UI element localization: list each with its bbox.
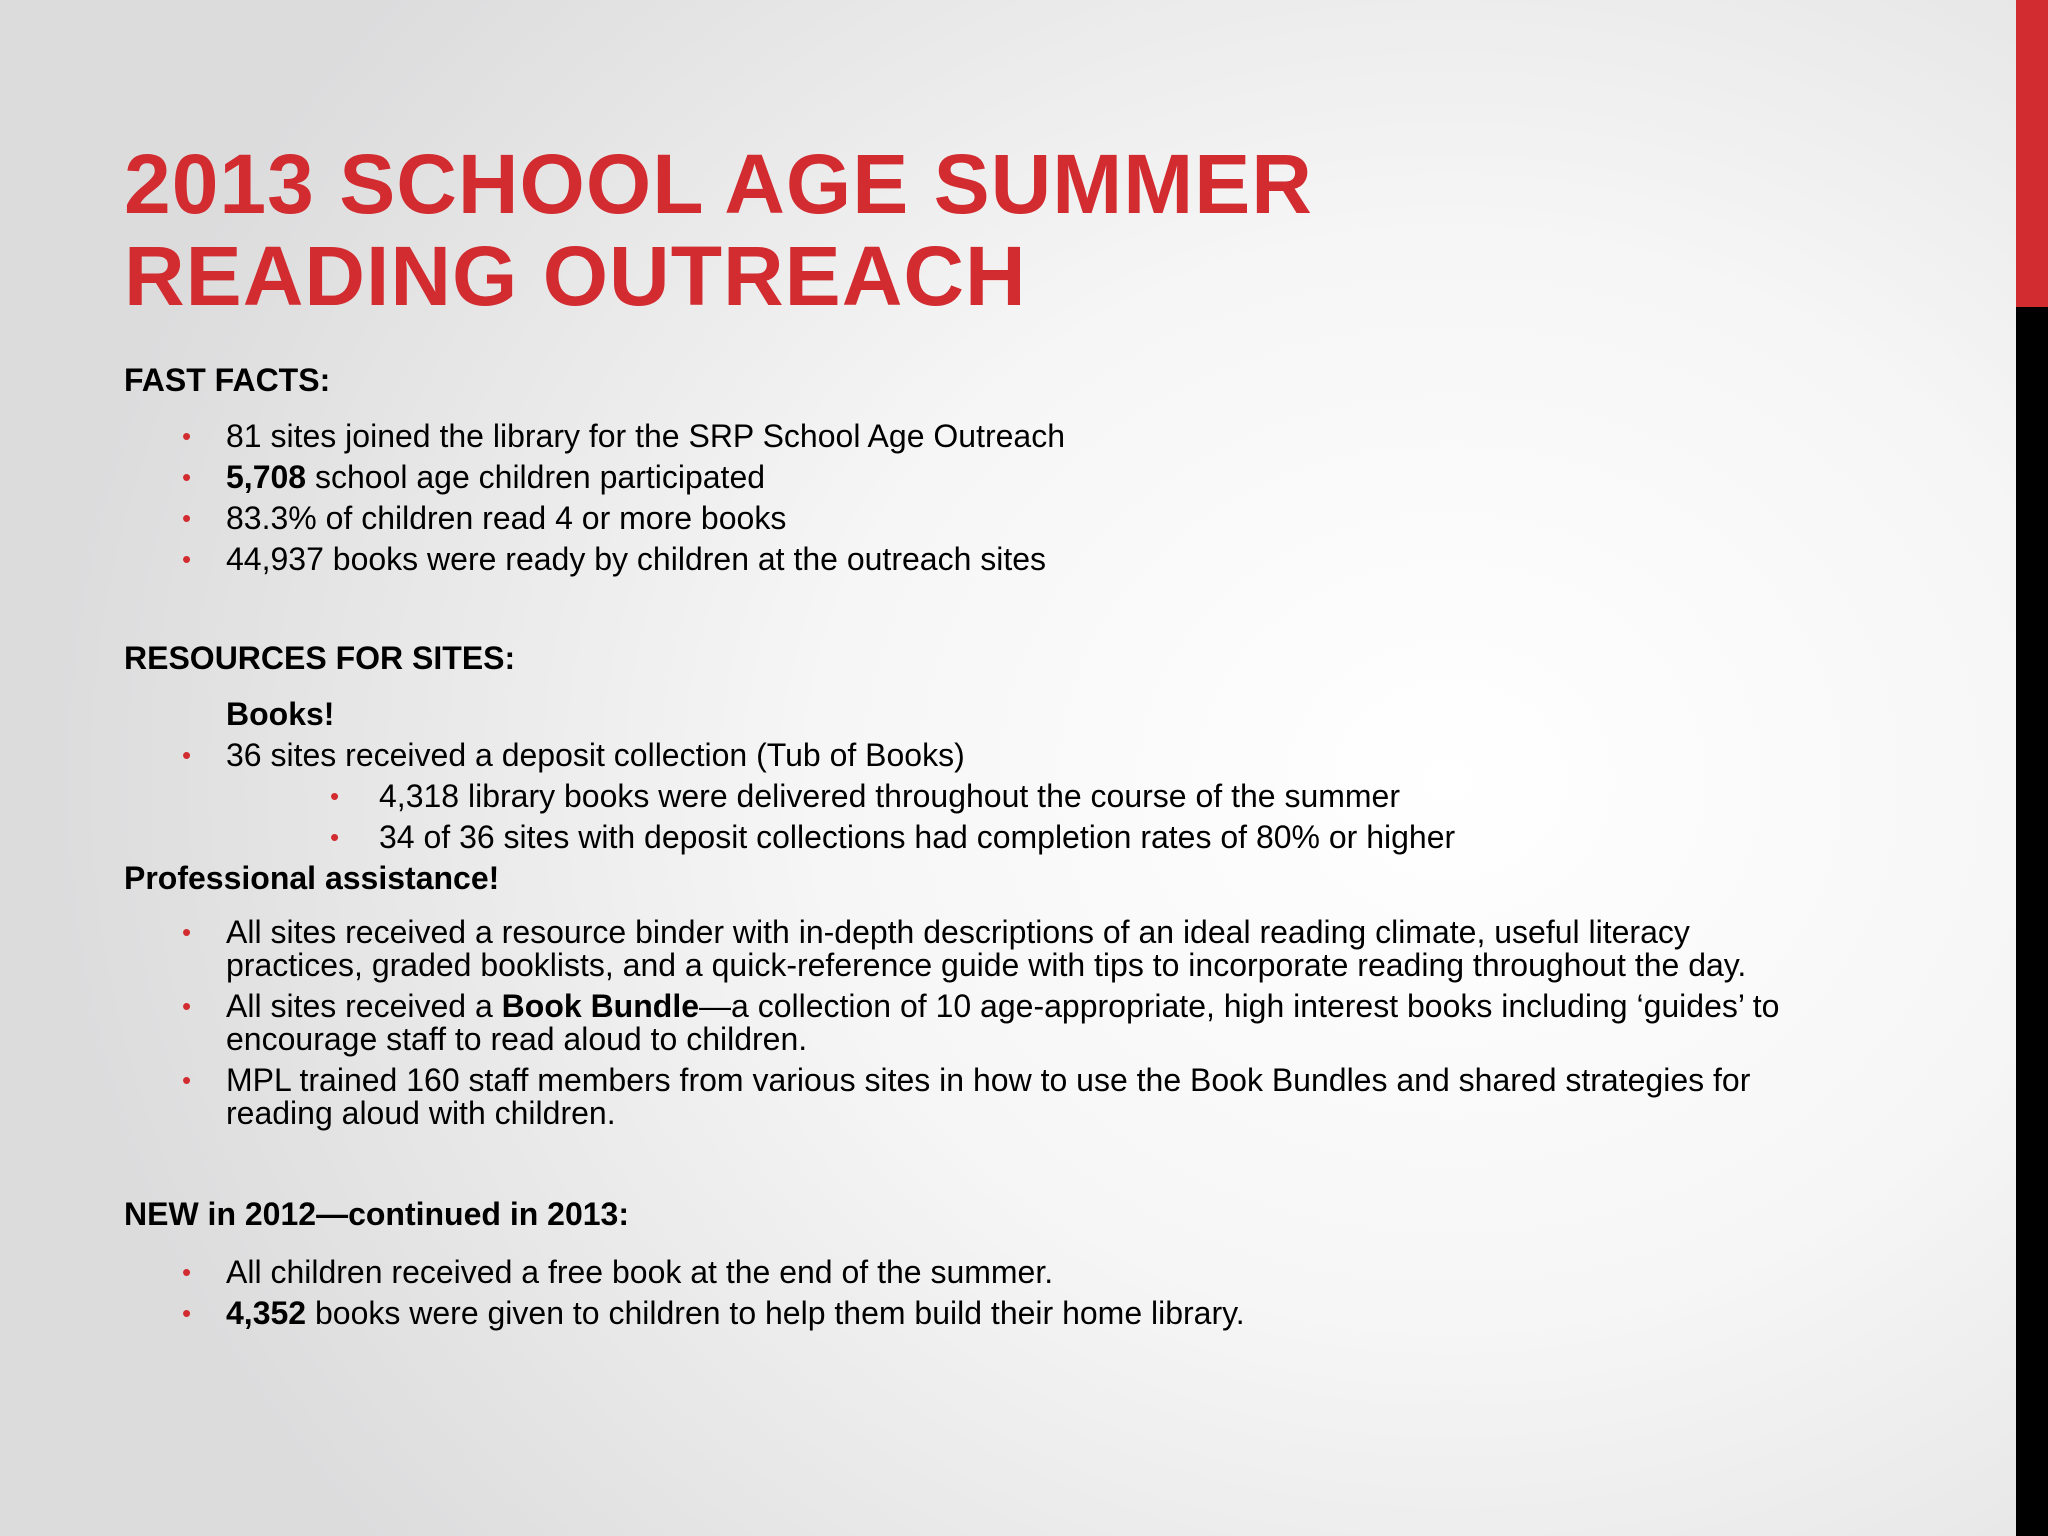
bullet-icon: • [182, 421, 192, 451]
bullet-icon: • [182, 1298, 192, 1328]
books-subheading: Books! [226, 696, 335, 732]
list-item-text: All children received a free book at the end of the summer. [226, 1254, 1054, 1290]
list-item [124, 1252, 1824, 1293]
list-item [124, 735, 1824, 776]
list-item-text: 36 sites received a deposit collection (Tub of Books) [226, 737, 965, 773]
list-item-text: books were given to children to help them build their home library. [306, 1295, 1245, 1331]
list-item-bold: Book Bundle [501, 988, 699, 1024]
bullet-icon: • [182, 503, 192, 533]
list-item-text: 34 of 36 sites with deposit collections had completion rates of 80% or higher [379, 819, 1456, 855]
bullet-icon: • [182, 462, 192, 492]
books-sublist [124, 776, 1824, 858]
fast-facts-heading: FAST FACTS: [124, 362, 331, 398]
list-item [124, 457, 1824, 498]
bullet-icon: • [182, 991, 192, 1021]
list-item-text: All sites received a [226, 988, 502, 1024]
bullet-icon: • [182, 917, 192, 947]
bullet-icon: • [182, 544, 192, 574]
list-item-bold: 4,352 [226, 1295, 307, 1331]
resources-heading: RESOURCES FOR SITES: [124, 640, 516, 676]
list-item-text: 4,318 library books were delivered throughout the course of the summer [379, 778, 1400, 814]
fast-facts-list [124, 416, 1824, 580]
list-item-text: MPL trained 160 staff members from various sites in how to use the Book Bundles and shared strategies for reading aloud with children. [226, 1062, 1751, 1131]
new-section-heading: NEW in 2012—continued in 2013: [124, 1196, 629, 1232]
bullet-icon: • [182, 1065, 192, 1095]
list-item [124, 539, 1824, 580]
slide-title-line-1: 2013 SCHOOL AGE SUMMER [124, 137, 1313, 231]
list-item [124, 817, 1824, 858]
list-item [124, 1293, 1824, 1334]
new-section-list [124, 1252, 1824, 1334]
bullet-icon: • [182, 1257, 192, 1287]
bullet-icon: • [330, 822, 340, 852]
list-item-text: 81 sites joined the library for the SRP School Age Outreach [226, 418, 1065, 454]
slide-title [124, 138, 1624, 322]
bullet-icon: • [330, 781, 340, 811]
list-item-bold: 5,708 [226, 459, 307, 495]
list-item [124, 498, 1824, 539]
slide-body [124, 360, 1824, 1334]
list-item-text: —a collection of 10 age-appropriate, high interest books including ‘guides’ to encourage staff to read aloud to children. [226, 988, 1780, 1057]
list-item [124, 776, 1824, 817]
list-item-text: All sites received a resource binder with in-depth descriptions of an ideal reading climate, useful literacy practices, graded booklists, and a quick-reference guide with tips to incorporate reading throughout the day. [226, 914, 1747, 983]
list-item-text: school age children participated [306, 459, 766, 495]
slide-title-line-2: READING OUTREACH [124, 229, 1027, 323]
bullet-icon: • [182, 740, 192, 770]
list-item [124, 990, 1824, 1064]
list-item-text: 83.3% of children read 4 or more books [226, 500, 787, 536]
list-item [124, 916, 1824, 990]
assistance-heading: Professional assistance! [124, 860, 500, 896]
list-item [124, 416, 1824, 457]
assistance-list [124, 916, 1824, 1138]
list-item [124, 1064, 1824, 1138]
slide-side-bar-accent [2016, 0, 2048, 307]
list-item-text: 44,937 books were ready by children at the outreach sites [226, 541, 1047, 577]
books-list [124, 735, 1824, 776]
